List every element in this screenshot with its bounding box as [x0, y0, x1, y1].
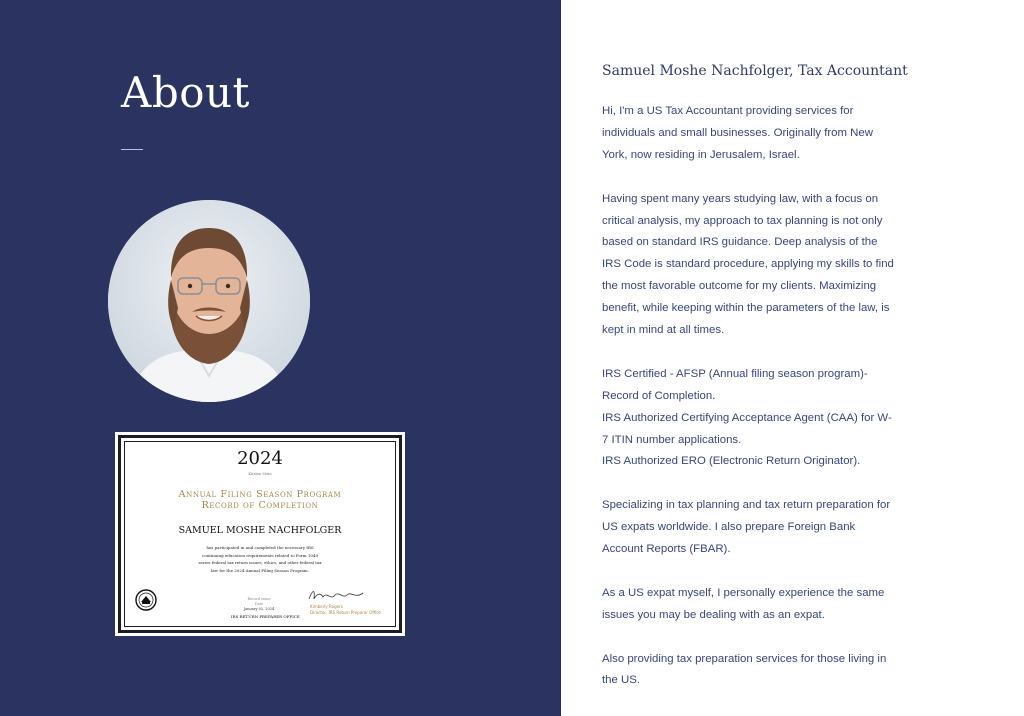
heading-divider	[121, 149, 143, 150]
signature-graphic	[307, 587, 367, 603]
certificate-date-block	[243, 597, 275, 612]
paragraph-line: Having spent many years studying law, with a focus on critical analysis, my approach to tax planning is not only based on standard IRS guidance. Deep analysis of the IRS Code is standard procedure, applying my skills to find the most favorable outcome for my clients. Maximizing benefit, while keeping within the parameters of the law, is kept in mind at all times.	[602, 192, 894, 337]
certificate-body-line: series federal tax return issues, ethics, and other federal tax	[198, 560, 322, 565]
certificate	[115, 432, 405, 636]
profile-description	[602, 101, 897, 714]
paragraph-line: Specializing in tax planning and tax return preparation for US expats worldwide. I also prepare Foreign Bank Account Reports (FBAR).	[602, 499, 891, 556]
paragraph-line: Also providing tax preparation services for those living in the US.	[602, 652, 887, 687]
paragraph-intro	[602, 101, 897, 167]
certificate-body-line: law for the 2024 Annual Filing Season Program.	[210, 567, 309, 573]
credential-afsp: IRS Certified - AFSP (Annual filing season program)- Record of Completion.	[602, 367, 868, 402]
paragraph-specialization	[602, 495, 897, 561]
paragraph-line: Hi, I'm a US Tax Accountant providing services for individuals and small businesses. Originally from New York, now residing in Jerusalem, Israel.	[602, 105, 873, 161]
certificate-program-line1: Annual Filing Season Program	[178, 489, 342, 500]
certificate-recipient: SAMUEL MOSHE NACHFOLGER	[178, 525, 342, 536]
certificate-date-caption: Record Issue Date	[247, 597, 271, 606]
credential-ero: IRS Authorized ERO (Electronic Return Originator).	[602, 455, 861, 468]
certificate-program-line2: Record of Completion	[201, 500, 319, 511]
profile-photo	[108, 200, 310, 402]
paragraph-credentials	[602, 364, 897, 474]
paragraph-expat	[602, 583, 897, 627]
certificate-caption: Kirsten Stein	[248, 472, 272, 476]
certificate-program	[115, 489, 405, 511]
paragraph-approach	[602, 189, 897, 342]
about-heading: About	[121, 68, 250, 117]
paragraph-us-services	[602, 649, 897, 693]
credential-caa: IRS Authorized Certifying Acceptance Agent (CAA) for W-7 ITIN number applications.	[602, 411, 892, 446]
signer-title: Director, IRS Return Preparer Office	[310, 609, 381, 615]
certificate-year: 2024	[237, 448, 283, 469]
certificate-body	[185, 544, 335, 574]
paragraph-line: As a US expat myself, I personally experience the same issues you may be dealing with as an expat.	[602, 586, 885, 621]
certificate-signer	[310, 604, 381, 615]
certificate-office: IRS RETURN PREPARER OFFICE	[231, 614, 300, 619]
certificate-body-line: continuing education requirements related to Form 1040	[201, 552, 319, 558]
profile-title: Samuel Moshe Nachfolger, Tax Accountant	[602, 63, 908, 79]
signer-name: Kimberly Rogers	[310, 604, 343, 609]
treasury-seal-icon	[135, 589, 157, 611]
certificate-body-line: has participated in and completed the necessary IRS	[206, 545, 314, 550]
certificate-date: January 02, 2024	[243, 607, 275, 611]
